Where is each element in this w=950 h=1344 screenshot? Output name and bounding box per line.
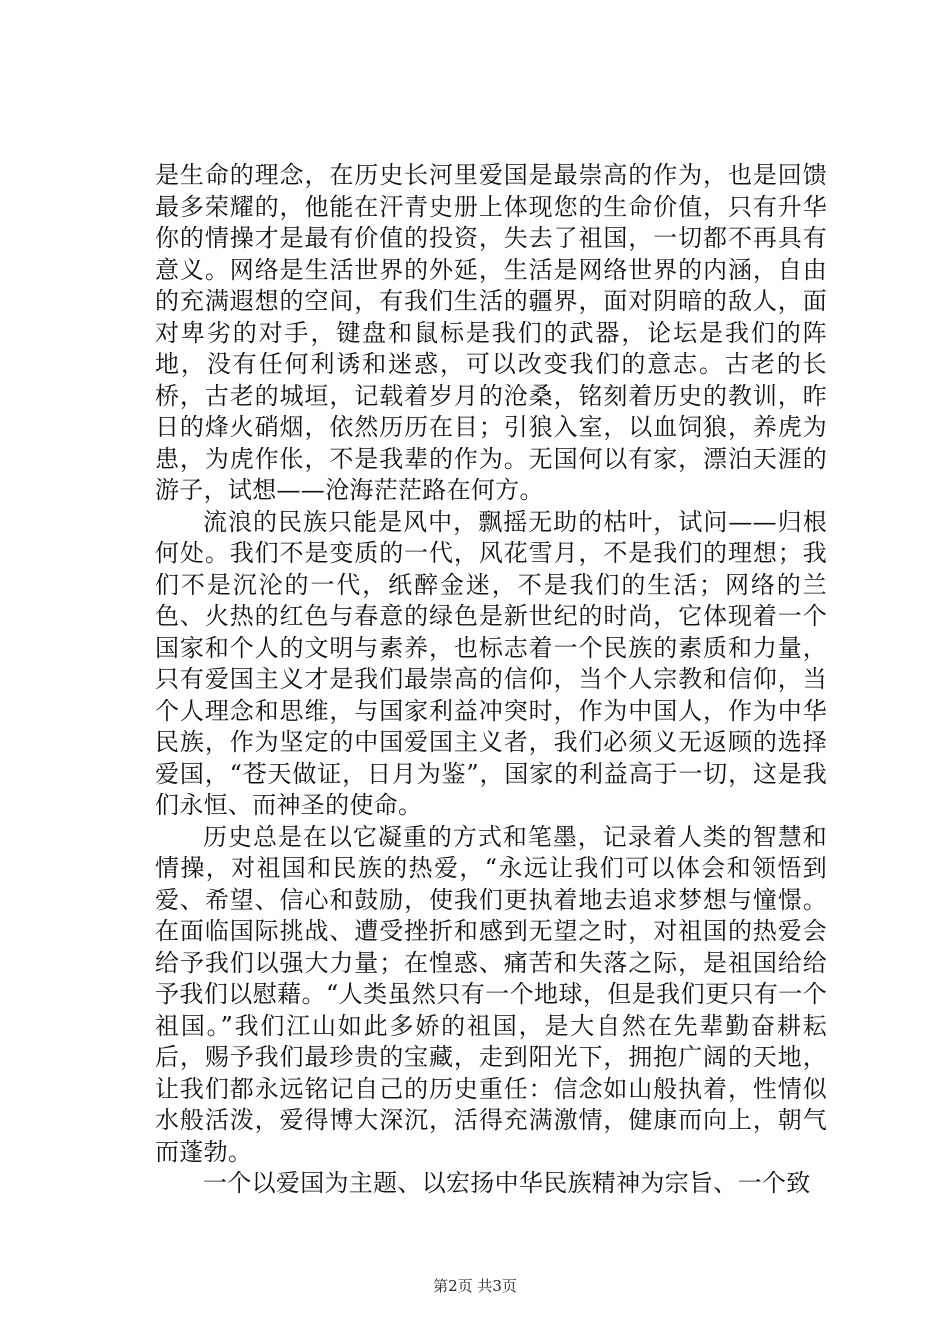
document-body <box>155 160 827 1200</box>
paragraph-continuation: 是生命的理念，在历史长河里爱国是最崇高的作为，也是回馈最多荣耀的，他能在汗青史册上体现您的生命价值，只有升华你的情操才是最有价值的投资，失去了祖国，一切都不再具有意义。网络是生活世界的外延，生活是网络世界的内涵，自由的充满遐想的空间，有我们生活的疆界，面对阴暗的敌人，面对卑劣的对手，键盘和鼠标是我们的武器，论坛是我们的阵地，没有任何利诱和迷惑，可以改变我们的意志。古老的长桥，古老的城垣，记载着岁月的沧桑，铭刻着历史的教训，昨日的烽火硝烟，依然历历在目；引狼入室，以血饲狼，养虎为患，为虎作伥，不是我辈的作为。无国何以有家，漂泊天涯的游子，试想——沧海茫茫路在何方。 <box>155 161 827 504</box>
paragraph: 历史总是在以它凝重的方式和笔墨，记录着人类的智慧和情操，对祖国和民族的热爱，“永远让我们可以体会和领悟到爱、希望、信心和鼓励，使我们更执着地去追求梦想与憧憬。在面临国际挑战、遭受挫折和感到无望之时，对祖国的热爱会给予我们以强大力量；在惶惑、痛苦和失落之际，是祖国给给予我们以慰藉。“人类虽然只有一个地球，但是我们更只有一个祖国。”我们江山如此多娇的祖国，是大自然在先辈勤奋耕耘后，赐予我们最珍贵的宝藏，走到阳光下，拥抱广阔的天地，让我们都永远铭记自己的历史重任：信念如山般执着，性情似水般活泼，爱得博大深沉，活得充满激情，健康而向上，朝气而蓬勃。 <box>155 822 827 1166</box>
paragraph: 一个以爱国为主题、以宏扬中华民族精神为宗旨、一个致 <box>203 1169 811 1197</box>
paragraph: 流浪的民族只能是风中，飘摇无助的枯叶，试问——归根何处。我们不是变质的一代，风花雪月，不是我们的理想；我们不是沉沦的一代，纸醉金迷，不是我们的生活；网络的兰色、火热的红色与春意的绿色是新世纪的时尚，它体现着一个国家和个人的文明与素养，也标志着一个民族的素质和力量，只有爱国主义才是我们最崇高的信仰，当个人宗教和信仰，当个人理念和思维，与国家利益冲突时，作为中国人，作为中华民族，作为坚定的中国爱国主义者，我们必须义无返顾的选择爱国，“苍天做证，日月为鉴”，国家的利益高于一切，这是我们永恒、而神圣的使命。 <box>155 507 827 819</box>
page-footer: 第2页 共3页 <box>433 1277 517 1295</box>
